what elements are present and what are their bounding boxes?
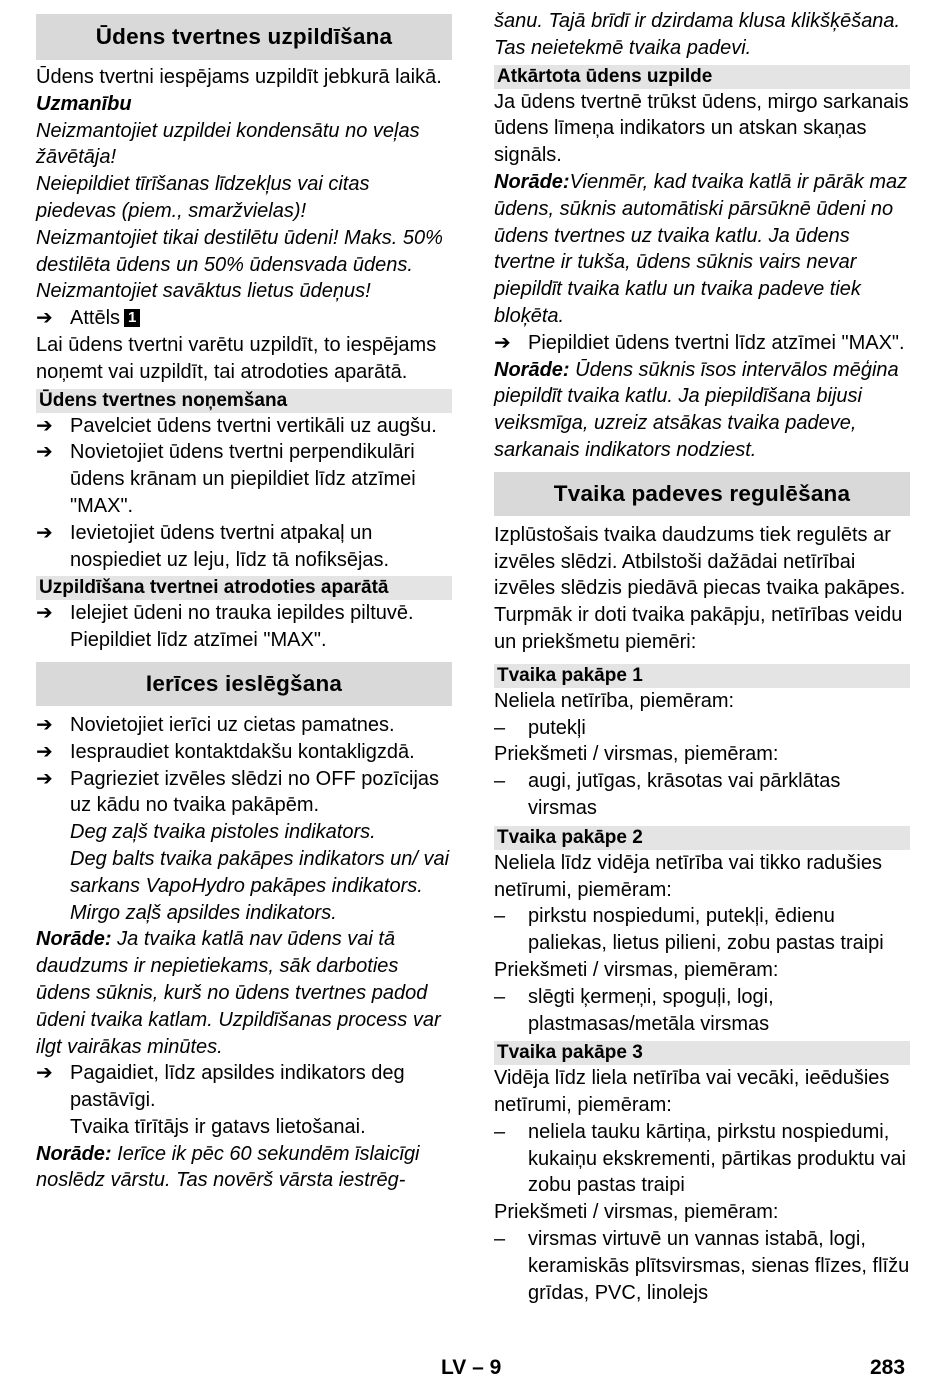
arrow-icon: ➔ <box>36 602 53 625</box>
indicator-note: Deg balts tvaika pakāpes indikators un/ vai sarkans VapoHydro pakāpes indikators. <box>70 847 450 897</box>
paragraph: Priekšmeti / virsmas, piemēram: <box>494 743 779 766</box>
figure-reference <box>36 305 452 332</box>
list-item <box>36 1060 452 1114</box>
caution-title: Uzmanību <box>36 92 132 115</box>
note-text: Ūdens sūknis īsos intervālos mēģina piepildīt tvaika katlu. Ja piepildīšana bijusi veiksmīga, uzreiz atsākas tvaika padeve, sarkanais indikators nodziest. <box>494 358 899 461</box>
item-text: virsmas virtuvē un vannas istabā, logi, keramiskās plītsvirsmas, sienas flīzes, flīžu grīdas, PVC, linolejs <box>528 1228 910 1304</box>
dash-icon: – <box>494 1228 506 1251</box>
step-text: Pagrieziet izvēles slēdzi no OFF pozīcijas uz kādu no tvaika pakāpēm. <box>70 767 440 817</box>
dash-icon: – <box>494 1120 506 1143</box>
list-item <box>494 903 910 957</box>
figure-label: Attēls <box>70 307 121 330</box>
figure-number-badge: 1 <box>124 309 140 327</box>
item-text: slēgti ķermeņi, spoguļi, logi, plastmasas/metāla virsmas <box>528 985 774 1035</box>
step-text: Pavelciet ūdens tvertni vertikāli uz augšu. <box>70 414 437 437</box>
list-item <box>494 715 910 742</box>
arrow-icon: ➔ <box>36 740 53 763</box>
arrow-icon: ➔ <box>494 331 511 354</box>
note-label: Norāde: <box>36 928 112 951</box>
caution-text: Neizmantojiet tikai destilētu ūdeni! Maks. 50% destilēta ūdens un 50% ūdensvada ūdens. <box>36 226 443 276</box>
heading-tank-removal: Ūdens tvertnes noņemšana <box>36 389 452 413</box>
heading-steam-level-1: Tvaika pakāpe 1 <box>494 664 910 688</box>
list-item <box>494 984 910 1038</box>
step-text: Pagaidiet, līdz apsildes indikators deg pastāvīgi. <box>70 1062 405 1112</box>
indicator-note: Mirgo zaļš apsildes indikators. <box>70 901 337 924</box>
dash-icon: – <box>494 716 506 739</box>
heading-steam-level-2: Tvaika pakāpe 2 <box>494 826 910 850</box>
caution-text: Neizmantojiet uzpildei kondensātu no veļas žāvētāja! <box>36 119 420 169</box>
item-text: putekļi <box>528 716 586 739</box>
paragraph: Izplūstošais tvaika daudzums tiek regulēts ar izvēles slēdzi. Atbilstoši dažādai netīrībai izvēles slēdzis piedāvā piecas tvaika pakāpes. Turpmāk ir doti tvaika pakāpju, netīrības veidu un priekšmetu piemēri: <box>494 523 906 653</box>
footer-language-page: LV – 9 <box>441 1356 502 1379</box>
result-text: Tvaika tīrītājs ir gatavs lietošanai. <box>70 1115 366 1138</box>
left-column <box>36 14 452 1194</box>
note-text: Ierīce ik pēc 60 sekundēm īslaicīgi noslēdz vārstu. Tas novērš vārsta iestrēg- <box>36 1142 420 1192</box>
footer-page-number: 283 <box>870 1356 906 1379</box>
note-label: Norāde: <box>494 170 570 193</box>
step-text: Piepildiet ūdens tvertni līdz atzīmei "MAX". <box>528 331 905 354</box>
heading-refill: Atkārtota ūdens uzpilde <box>494 65 910 89</box>
arrow-icon: ➔ <box>36 307 53 330</box>
paragraph: Neliela netīrība, piemēram: <box>494 689 735 712</box>
note-text: Ja tvaika katlā nav ūdens vai tā daudzums ir nepietiekams, sāk darboties ūdens sūknis, kurš no ūdens tvertnes padod ūdeni tvaika katlam. Uzpildīšanas process var ilgt vairākas minūtes. <box>36 928 441 1058</box>
step-text: Ielejiet ūdeni no trauka iepildes piltuvē. Piepildiet līdz atzīmei "MAX". <box>70 602 414 652</box>
note-paragraph <box>36 1141 452 1195</box>
step-text: Novietojiet ierīci uz cietas pamatnes. <box>70 713 395 736</box>
arrow-icon: ➔ <box>36 1062 53 1085</box>
indicator-note: Deg zaļš tvaika pistoles indikators. <box>70 821 376 844</box>
note-paragraph <box>494 357 910 464</box>
step-text: Iespraudiet kontaktdakšu kontakligzdā. <box>70 740 415 763</box>
caution-text: Neiepildiet tīrīšanas līdzekļus vai citas piedevas (piem., smaržvielas)! <box>36 173 370 222</box>
item-text: augi, jutīgas, krāsotas vai pārklātas virsmas <box>528 770 841 819</box>
paragraph: Ūdens tvertni iespējams uzpildīt jebkurā laikā. <box>36 66 442 88</box>
heading-water-tank-filling: Ūdens tvertnes uzpildīšana <box>36 14 452 60</box>
paragraph: Vidēja līdz liela netīrība vai vecāki, ieēdušies netīrumi, piemēram: <box>494 1067 890 1117</box>
step-text: Novietojiet ūdens tvertni perpendikulāri ūdens krānam un piepildiet līdz atzīmei "MAX". <box>70 441 416 517</box>
heading-steam-regulation: Tvaika padeves regulēšana <box>494 472 910 516</box>
list-item <box>494 1119 910 1199</box>
note-label: Norāde: <box>36 1142 112 1165</box>
heading-fill-in-device: Uzpildīšana tvertnei atrodoties aparātā <box>36 576 452 600</box>
caution-text: Neizmantojiet savāktus lietus ūdeņus! <box>36 280 371 303</box>
list-item <box>494 768 910 822</box>
heading-steam-level-3: Tvaika pakāpe 3 <box>494 1041 910 1065</box>
note-text: Vienmēr, kad tvaika katlā ir pārāk maz ūdens, sūknis automātiski pārsūknē ūdeni no ūdens tvertnes uz tvaika katlu. Ja ūdens tvertne ir tukša, ūdens sūknis vairs nevar piepildīt tvaika katlu un tvaika padeve tiek bloķēta. <box>494 170 908 327</box>
list-item <box>36 712 452 739</box>
paragraph: Priekšmeti / virsmas, piemēram: <box>494 1201 779 1224</box>
list-item <box>494 1226 910 1306</box>
arrow-icon: ➔ <box>36 713 53 736</box>
note-paragraph <box>494 169 910 330</box>
note-continuation: šanu. Tajā brīdī ir dzirdama klusa klikšķēšana. Tas neietekmē tvaika padevi. <box>494 10 901 59</box>
note-paragraph <box>36 926 452 1060</box>
list-item <box>36 766 452 820</box>
right-column <box>494 8 910 1306</box>
paragraph: Lai ūdens tvertni varētu uzpildīt, to iespējams noņemt vai uzpildīt, tai atrodoties aparātā. <box>36 333 437 383</box>
list-item <box>36 600 452 654</box>
list-item <box>36 739 452 766</box>
paragraph: Priekšmeti / virsmas, piemēram: <box>494 958 779 981</box>
list-item <box>36 439 452 519</box>
dash-icon: – <box>494 985 506 1008</box>
arrow-icon: ➔ <box>36 414 53 437</box>
arrow-icon: ➔ <box>36 521 53 544</box>
dash-icon: – <box>494 905 506 928</box>
step-text: Ievietojiet ūdens tvertni atpakaļ un nospiediet uz leju, līdz tā nofiksējas. <box>70 521 390 571</box>
item-text: neliela tauku kārtiņa, pirkstu nospiedumi, kukaiņu ekskrementi, pārtikas produktu vai zobu pastas traipi <box>528 1120 906 1197</box>
item-text: pirkstu nospiedumi, putekļi, ēdienu paliekas, lietus pilieni, zobu pastas traipi <box>528 905 884 955</box>
heading-power-on: Ierīces ieslēgšana <box>36 662 452 706</box>
list-item <box>494 330 910 357</box>
paragraph: Neliela līdz vidēja netīrība vai tikko radušies netīrumi, piemēram: <box>494 851 882 901</box>
arrow-icon: ➔ <box>36 441 53 464</box>
paragraph: Ja ūdens tvertnē trūkst ūdens, mirgo sarkanais ūdens līmeņa indikators un atskan skaņas signāls. <box>494 90 909 167</box>
list-item <box>36 520 452 574</box>
note-label: Norāde: <box>494 358 570 381</box>
arrow-icon: ➔ <box>36 767 53 790</box>
list-item <box>36 413 452 440</box>
dash-icon: – <box>494 770 506 793</box>
